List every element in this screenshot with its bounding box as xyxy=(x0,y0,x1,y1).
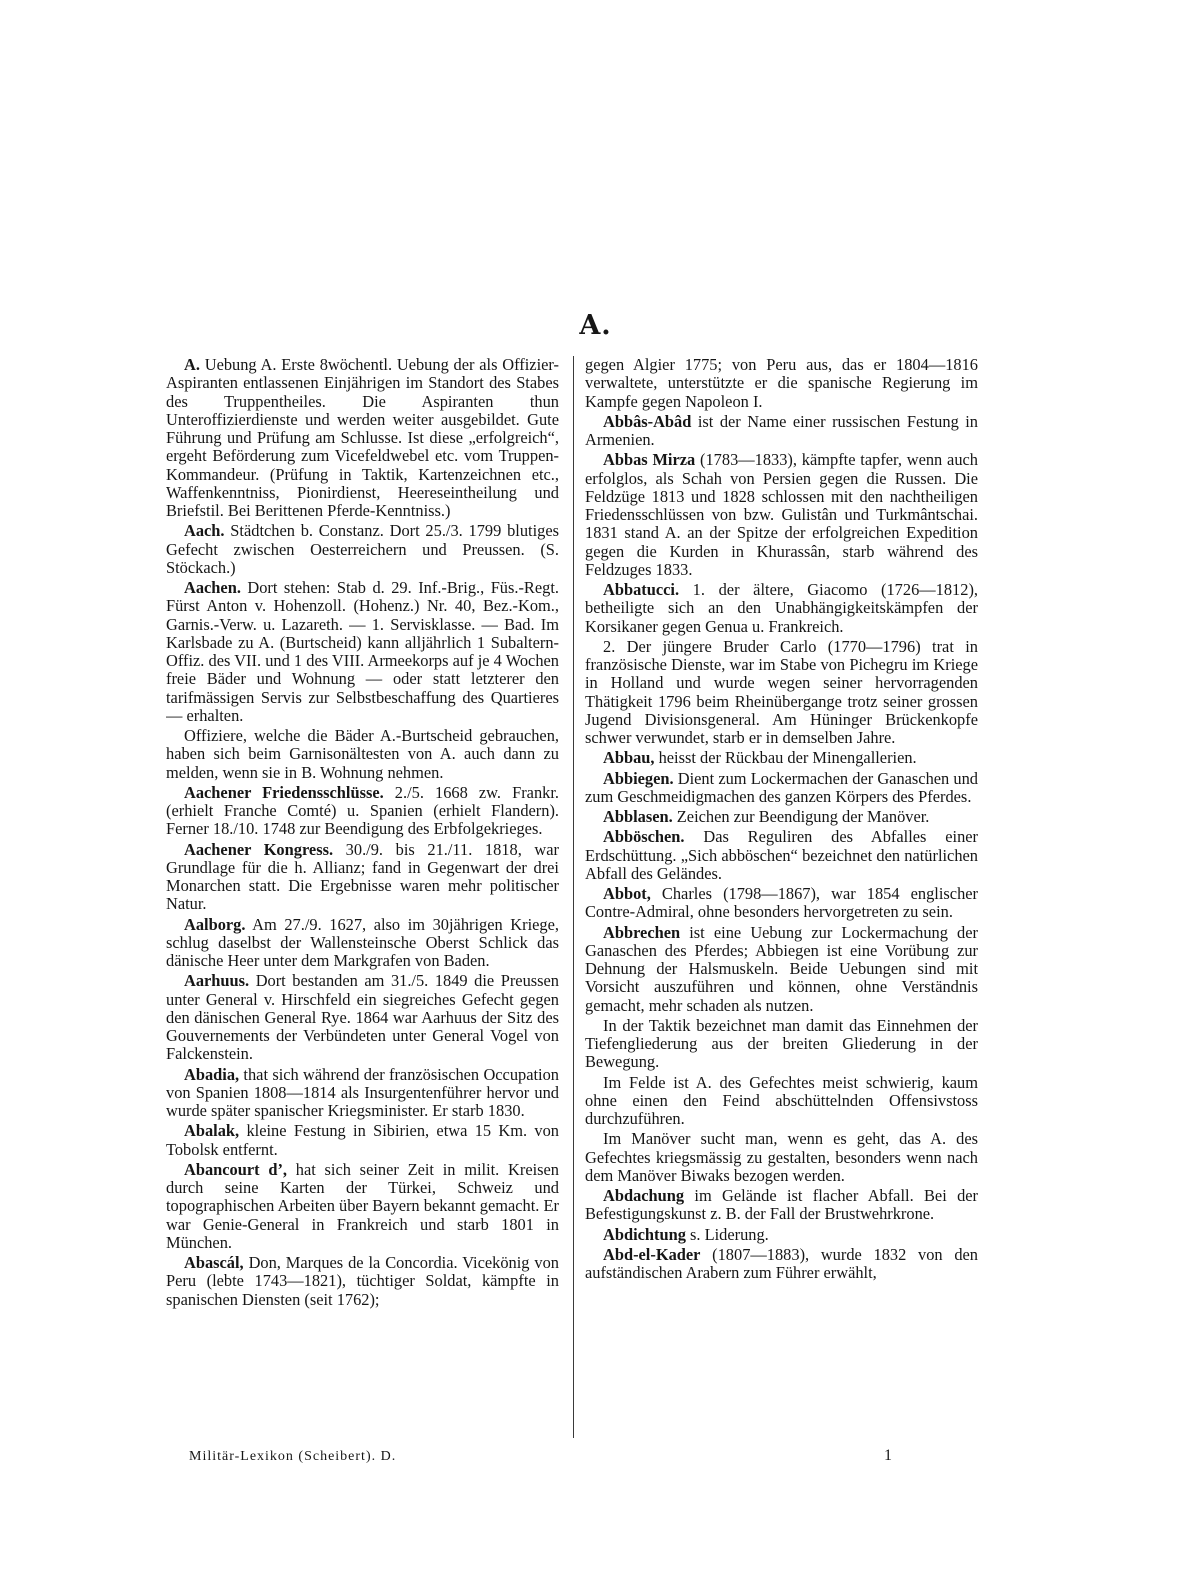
lexicon-entry xyxy=(166,522,559,577)
entry-term: Aachen. xyxy=(184,578,241,597)
entry-term: Abd-el-Kader xyxy=(603,1244,701,1264)
entry-text: gegen Algier 1775; von Peru aus, das er 1804—1816 verwaltete, unterstützte er die spanische Regierung im Kampfe gegen Napoleon I. xyxy=(585,356,978,411)
entry-term: Abdachung xyxy=(603,1186,685,1205)
lexicon-entry xyxy=(585,1074,978,1129)
entry-text: In der Taktik bezeichnet man damit das Einnehmen der Tiefengliederung aus der breiten Gliederung in der Bewegung. xyxy=(585,1015,978,1072)
entry-text: Das Reguliren des Abfalles einer Erdschüttung. „Sich abböschen“ bezeichnet den natürlichen Abfall des Geländes. xyxy=(585,827,978,883)
entry-text: Offiziere, welche die Bäder A.-Burtscheid gebrauchen, haben sich beim Garnisonältesten von A. auch dann zu melden, wenn sie in B. Wohnung nehmen. xyxy=(166,726,559,782)
entry-term: Aalborg. xyxy=(184,914,246,934)
entry-term: Abblasen. xyxy=(603,807,673,826)
lexicon-entry xyxy=(166,972,559,1063)
entry-term: Abbâs-Abâd xyxy=(603,411,692,431)
footer-page-number: 1 xyxy=(884,1447,892,1464)
entry-text: Städtchen b. Constanz. Dort 25./3. 1799 blutiges Gefecht zwischen Oesterreichern und Preussen. (S. Stöckach.) xyxy=(166,521,559,577)
entry-text: ist eine Uebung zur Lockermachung der Ganaschen des Pferdes; Abbiegen ist eine Vorübung zur Dehnung der Halsmuskeln. Beide Uebungen sind mit Vorsicht auszuführen und können, ohne Verständnis gemacht, mehr schaden als nutzen. xyxy=(585,922,978,1015)
entry-text: ist der Name einer russischen Festung in Armenien. xyxy=(585,411,978,449)
entry-text: Charles (1798—1867), war 1854 englischer Contre-Admiral, ohne besonders hervorgetreten zu sein. xyxy=(585,884,978,922)
entry-term: Aachener Kongress. xyxy=(184,839,334,859)
entry-text: Am 27./9. 1627, also im 30jährigen Kriege, schlug daselbst der Wallensteinsche Oberst Schlick das dänische Heer unter dem Markgrafen von Baden. xyxy=(166,914,559,970)
lexicon-entry xyxy=(585,1130,978,1185)
entry-term: Abadia, xyxy=(184,1064,240,1084)
lexicon-entry xyxy=(166,727,559,782)
left-column xyxy=(166,356,559,1434)
entry-text: Im Felde ist A. des Gefechtes meist schwierig, kaum ohne einen den Feind abschüttelnden Offensivstoss durchzuführen. xyxy=(585,1072,978,1128)
lexicon-entry xyxy=(585,1187,978,1224)
entry-text: Zeichen zur Beendigung der Manöver. xyxy=(672,807,930,826)
lexicon-entry xyxy=(585,1017,978,1072)
entry-text: kleine Festung in Sibirien, etwa 15 Km. von Tobolsk entfernt. xyxy=(166,1121,559,1159)
entry-term: Abbatucci. xyxy=(603,580,680,599)
entry-term: Abböschen. xyxy=(603,827,685,847)
lexicon-entry xyxy=(166,1122,559,1159)
entry-text: Dient zum Lockermachen der Ganaschen und zum Geschmeidigmachen des ganzen Körpers des Pferdes. xyxy=(585,768,978,806)
entry-text: Dort stehen: Stab d. 29. Inf.-Brig., Füs.-Regt. Fürst Anton v. Hohenzoll. (Hohenz.) Nr. 40, Bez.-Kom., Garnis.-Verw. u. Lazareth. — 1. Servisklasse. — Bad. Im Karlsbade zu A. (Burtscheid) kann alljährlich 1 Subaltern-Offiz. des VII. und 1 des VIII. Armeekorps auf je 4 Wochen freie Bäder und Wohnung — oder statt letzterer den tarifmässigen Servis zur Selbstbeschaffung des Quartieres — erhalten. xyxy=(166,578,559,725)
lexicon-entry xyxy=(166,916,559,971)
entry-text: hat sich seiner Zeit in milit. Kreisen durch seine Karten der Türkei, Schweiz und topographischen Arbeiten über Bayern bekannt gemacht. Er war Genie-General in Frankreich und starb 1801 in München. xyxy=(166,1159,559,1252)
column-divider xyxy=(573,356,574,1438)
right-column xyxy=(585,356,978,1434)
entry-term: Abbau, xyxy=(603,748,655,768)
entry-term: Abbrechen xyxy=(603,922,681,942)
entry-text: Im Manöver sucht man, wenn es geht, das A. des Gefechtes kriegsmässig zu gestalten, besonders wenn nach dem Manöver Biwaks bezogen werden. xyxy=(585,1129,978,1185)
footer-signature: Militär-Lexikon (Scheibert). D. xyxy=(189,1449,397,1464)
lexicon-entry xyxy=(585,808,978,826)
lexicon-entry xyxy=(585,581,978,636)
entry-term: Abalak, xyxy=(184,1121,240,1141)
lexicon-entry xyxy=(166,841,559,914)
lexicon-entry xyxy=(585,1246,978,1283)
entry-term: Aarhuus. xyxy=(184,971,250,991)
entry-term: Aach. xyxy=(184,521,225,541)
lexicon-entry xyxy=(166,356,559,520)
lexicon-entry xyxy=(166,1161,559,1252)
lexicon-entry xyxy=(166,579,559,725)
entry-term: Abbas Mirza xyxy=(603,450,696,470)
entry-text: that sich während der französischen Occupation von Spanien 1808—1814 als Insurgentenführer hervor und wurde später spanischer Kriegsminister. Er starb 1830. xyxy=(166,1064,559,1120)
entry-text: 2./5. 1668 zw. Frankr. (erhielt Franche Comté) u. Spanien (erhielt Flandern). Ferner 18./10. 1748 zur Beendigung des Erbfolgekrieges. xyxy=(166,782,559,839)
lexicon-entry xyxy=(585,749,978,767)
lexicon-entry xyxy=(166,1254,559,1309)
lexicon-entry xyxy=(585,451,978,579)
lexicon-entry xyxy=(585,638,978,748)
entry-text: im Gelände ist flacher Abfall. Bei der Befestigungskunst z. B. der Fall der Brustwehrkrone. xyxy=(585,1186,978,1224)
entry-text: 30./9. bis 21./11. 1818, war Grundlage für die h. Allianz; fand in Gegenwart der drei Monarchen statt. Die Ergebnisse waren mehr politischer Natur. xyxy=(166,839,559,914)
section-heading: A. xyxy=(579,310,612,341)
entry-text: s. Liderung. xyxy=(685,1224,769,1244)
lexicon-entry xyxy=(585,770,978,807)
lexicon-entry xyxy=(585,1226,978,1244)
entry-text: Uebung A. Erste 8wöchentl. Uebung der als Offizier-Aspiranten entlassenen Einjährigen im Standort des Stabes des Truppentheiles. Die Aspiranten thun Unteroffizierdienste und werden weiter ausgebildet. Gute Führung und Prüfung am Schlusse. Ist diese „erfolgreich“, ergeht Beförderung zum Vicefeldwebel etc. vom Truppen-Kommandeur. (Prüfung in Taktik, Kartenzeichnen etc., Waffenkenntniss, Pionirdienst, Heereseintheilung und Briefstil. Bei Berittenen Pferde-Kenntniss.) xyxy=(166,356,559,520)
entry-term: Abdichtung xyxy=(603,1224,686,1244)
entry-term: Abbot, xyxy=(603,884,651,903)
entry-text: (1807—1883), wurde 1832 von den aufständischen Arabern zum Führer erwählt, xyxy=(585,1244,978,1282)
lexicon-entry xyxy=(166,784,559,839)
entry-text: 2. Der jüngere Bruder Carlo (1770—1796) trat in französische Dienste, war im Stabe von Pichegru im Kriege in Holland und wurde wegen seiner hervorragenden Thätigkeit 1796 beim Rheinübergange trotz seiner grossen Jugend Divisionsgeneral. Am Hüninger Brückenkopfe schwer verwundet, starb er in demselben Jahre. xyxy=(585,636,978,747)
entry-term: Aachener Friedensschlüsse. xyxy=(184,782,384,802)
entry-term: Abascál, xyxy=(184,1253,244,1272)
lexicon-entry xyxy=(585,885,978,922)
entry-term: Abancourt d’, xyxy=(184,1159,288,1179)
lexicon-entry xyxy=(585,413,978,450)
lexicon-entry xyxy=(585,828,978,883)
lexicon-entry xyxy=(166,1066,559,1121)
lexicon-entry xyxy=(585,356,978,411)
entry-text: Don, Marques de la Concordia. Vicekönig von Peru (lebte 1743—1821), tüchtiger Soldat, kämpfte in spanischen Diensten (seit 1762); xyxy=(166,1253,559,1309)
entry-text: 1. der ältere, Giacomo (1726—1812), betheiligte sich an den Unabhängigkeitskämpfen der Korsikaner gegen Genua u. Frankreich. xyxy=(585,580,978,636)
entry-term: Abbiegen. xyxy=(603,768,674,788)
entry-text: heisst der Rückbau der Minengallerien. xyxy=(654,748,917,768)
entry-text: (1783—1833), kämpfte tapfer, wenn auch erfolglos, als Schah von Persien gegen die Russen. Die Feldzüge 1813 und 1828 schlossen mit den nachtheiligen Friedensschlüssen von bzw. Gulistân und Turkmântschai. 1831 stand A. an der Spitze der erfolgreichen Expedition gegen die Kurden in Khurassân, starb während des Feldzuges 1833. xyxy=(585,450,978,579)
entry-term: A. xyxy=(184,356,200,374)
entry-text: Dort bestanden am 31./5. 1849 die Preussen unter General v. Hirschfeld ein siegreiches Gefecht gegen den dänischen General Rye. 1864 war Aarhuus der Sitz des Gouvernements der Verbündeten unter General Vogel von Falckenstein. xyxy=(166,971,559,1064)
lexicon-entry xyxy=(585,924,978,1015)
